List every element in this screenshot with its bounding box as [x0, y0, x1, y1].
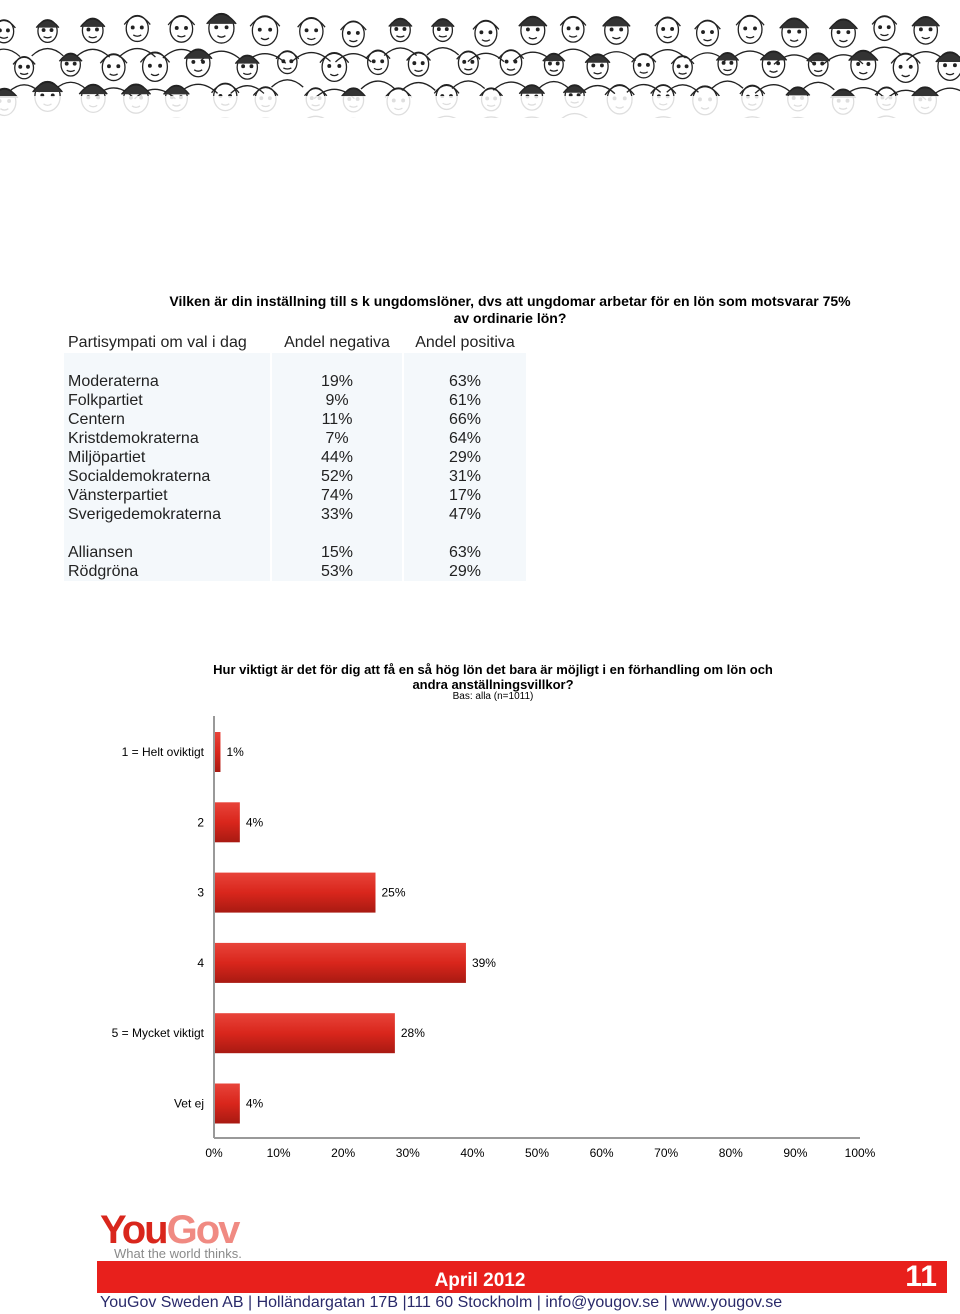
crowd-sketch-stroke [847, 31, 850, 34]
table-row [64, 448, 526, 467]
crowd-sketch-stroke [519, 17, 547, 26]
crowd-sketch-stroke [305, 29, 308, 32]
crowd-sketch-stroke [594, 73, 602, 74]
chart-subtitle: Bas: alla (n=1011) [452, 691, 534, 702]
crowd-sketch-stroke [610, 28, 613, 31]
table-row-cell: 52% [272, 467, 402, 486]
crowd-sketch-stroke [839, 40, 847, 41]
crowd-sketch-stroke [185, 27, 188, 30]
crowd-sketch-stroke [536, 28, 539, 31]
crowd-sketch-stroke [235, 56, 259, 64]
table-row-cell: Centern [64, 410, 270, 429]
crowd-sketch-stroke [514, 60, 517, 63]
x-tick-label: 80% [718, 1146, 743, 1160]
crowd-sketch-stroke [338, 65, 341, 68]
crowd-sketch-stroke [746, 36, 754, 37]
crowd-sketch-stroke [271, 80, 303, 87]
crowd-sketch-stroke [7, 29, 10, 32]
crowd-sketch-stroke [372, 60, 375, 63]
crowd-sketch-stroke [879, 26, 882, 29]
table-row [64, 543, 526, 562]
crowd-sketch-stroke [192, 61, 195, 64]
crowd-sketch-stroke [131, 26, 134, 29]
crowd-sketch-stroke [880, 34, 888, 35]
crowd-sketch-stroke [282, 60, 285, 63]
crowd-sketch-stroke [117, 65, 120, 68]
crowd-sketch-stroke [389, 19, 412, 27]
crowd-sketch-stroke [290, 60, 293, 63]
crowd-sketch-stroke [899, 66, 902, 69]
category-label: 3 [197, 885, 204, 900]
crowd-sketch-stroke [342, 89, 366, 97]
x-tick-label: 10% [266, 1146, 291, 1160]
crowd-sketch-stroke [936, 53, 960, 62]
crowd-sketch-stroke [549, 62, 552, 65]
crowd-sketch-stroke [175, 27, 178, 30]
crowd-sketch-stroke [837, 31, 840, 34]
crowd-sketch-stroke [529, 37, 537, 38]
crowd-sketch-stroke [814, 70, 822, 71]
crowd-sketch-stroke [736, 16, 764, 25]
table-row-cell: 64% [404, 429, 526, 448]
crowd-sketch-stroke [96, 28, 99, 31]
crowd-sketch-stroke [202, 61, 205, 64]
chart-title: Hur viktigt är det för dig att få en så hög lön det bara är möjligt i en förhandling om lön och andra anställningsvillkor? [213, 662, 773, 692]
crowd-sketch-stroke [207, 14, 237, 24]
table-row-cell: Moderaterna [64, 372, 270, 391]
salary-importance-bar-chart [0, 700, 960, 1170]
crowd-sketch-stroke [740, 86, 765, 94]
crowd-sketch-stroke [592, 64, 595, 67]
crowd-sketch-stroke [711, 31, 714, 34]
crowd-sketch-stroke [357, 32, 360, 35]
crowd-sketch-stroke [655, 18, 681, 26]
crowd-sketch-stroke [802, 82, 834, 89]
crowd-sketch-stroke [439, 36, 447, 37]
crowd-sketch-stroke [396, 36, 404, 37]
crowd-sketch-stroke [427, 48, 459, 55]
crowd-sketch-stroke [872, 16, 897, 24]
table-row-cell: Sverigedemokraterna [64, 505, 270, 524]
crowd-sketch-stroke [556, 62, 559, 65]
crowd-sketch-stroke [403, 28, 406, 31]
crowd-sketch-stroke [912, 88, 939, 97]
crowd-sketch-stroke [348, 32, 351, 35]
table-row-cell: 31% [404, 467, 526, 486]
crowd-sketch-stroke [65, 62, 68, 65]
crowd-sketch-stroke [177, 36, 185, 37]
crowd-sketch-stroke [677, 65, 680, 68]
crowd-sketch-stroke [671, 28, 674, 31]
crowd-sketch-stroke [305, 89, 327, 96]
crowd-sketch-stroke [730, 62, 733, 65]
crowd-sketch-stroke [651, 85, 676, 93]
chart-bar [214, 873, 376, 913]
crowd-sketch-stroke [349, 40, 357, 41]
footer-bar [97, 1261, 947, 1293]
table-row-cell: 17% [404, 486, 526, 505]
table-row-cell: 9% [272, 391, 402, 410]
crowd-sketch-stroke [452, 81, 485, 89]
crowd-sketch-stroke [151, 74, 159, 75]
crowd-sketch-stroke [507, 69, 515, 70]
crowd-sketch-stroke [704, 39, 712, 40]
table-row-cell: 15% [272, 543, 402, 562]
crowd-sketch-stroke [550, 70, 558, 71]
crowd-sketch-stroke [722, 62, 725, 65]
table-row-cell: 11% [272, 410, 402, 429]
category-label: 4 [197, 955, 204, 970]
table-question: Vilken är din inställning till s k ungdomslöner, dvs att ungdomar arbetar för en lön som motsvarar 75% av ordinarie lön? [169, 293, 851, 326]
table-row-cell: 63% [404, 543, 526, 562]
table-row-cell: 61% [404, 391, 526, 410]
banner-fade [0, 96, 960, 118]
crowd-sketch-stroke [576, 27, 579, 30]
crowd-sketch-stroke [250, 65, 253, 68]
table-row-cell: Socialdemokraterna [64, 467, 270, 486]
category-label: 5 = Mycket viktigt [111, 1026, 204, 1041]
x-tick-label: 20% [331, 1146, 356, 1160]
crowd-sketch-stroke [445, 28, 448, 31]
crowd-sketch-stroke [374, 68, 382, 69]
crowd-sketch-stroke [19, 65, 22, 68]
crowd-sketch-stroke [790, 40, 798, 41]
x-tick-label: 60% [589, 1146, 614, 1160]
footer-date: April 2012 [434, 1270, 526, 1291]
category-label: 1 = Helt oviktigt [121, 745, 204, 759]
crowd-sketch-stroke [867, 63, 870, 66]
table-row-cell: 63% [404, 372, 526, 391]
crowd-sketch-stroke [121, 85, 150, 94]
crowd-sketch-stroke [27, 65, 30, 68]
page-number: 11 [905, 1260, 937, 1293]
crowd-sketch-stroke [527, 28, 530, 31]
crowd-sketch-stroke [929, 28, 932, 31]
crowd-sketch-stroke [73, 62, 76, 65]
crowd-sketch-stroke [857, 63, 860, 66]
crowd-sketch-stroke [716, 53, 738, 60]
data-label: 25% [381, 885, 406, 900]
crowd-sketch-stroke [50, 29, 53, 32]
crowd-sketch-stroke [912, 17, 939, 26]
table-row-cell: Rödgröna [64, 562, 270, 581]
crowd-sketch-stroke [662, 28, 665, 31]
crowd-sketch-stroke [671, 57, 694, 64]
data-label: 4% [245, 815, 264, 830]
crowd-sketch-stroke [754, 27, 757, 30]
crowd-sketch-stroke [217, 36, 225, 37]
crowd-sketch-stroke [647, 64, 650, 67]
crowd-sketch-stroke [691, 87, 720, 96]
crowd-sketch-stroke [712, 81, 743, 88]
crowd-sketch-stroke [89, 37, 97, 38]
x-tick-label: 90% [783, 1146, 808, 1160]
crowd-sketch-stroke [601, 64, 604, 67]
crowd-sketch-stroke [328, 65, 331, 68]
crowd-sketch-stroke [471, 61, 474, 64]
crowd-sketch-stroke [159, 64, 162, 67]
crowd-sketch-stroke [620, 28, 623, 31]
crowd-sketch-stroke [330, 74, 338, 75]
crowd-sketch-stroke [67, 70, 75, 71]
crowd-sketch-stroke [489, 31, 492, 34]
crowd-sketch-stroke [110, 74, 118, 75]
table-row-cell: 19% [272, 372, 402, 391]
crowd-sketch-stroke [695, 21, 721, 29]
crowd-sketch-stroke [702, 31, 705, 34]
x-tick-label: 0% [205, 1146, 223, 1160]
crowd-sketch-stroke [395, 28, 398, 31]
crowd-sketch-stroke [36, 20, 59, 27]
crowd-sketch-stroke [807, 54, 830, 61]
crowd-sketch-stroke [20, 73, 28, 74]
data-label: 4% [245, 1096, 264, 1111]
crowd-sketch-stroke [480, 89, 503, 96]
data-label: 28% [400, 1026, 425, 1041]
x-tick-label: 70% [654, 1146, 679, 1160]
crowd-illustration-banner [0, 0, 960, 118]
crowd-sketch-stroke [457, 52, 480, 60]
crowd-sketch-stroke [821, 62, 824, 65]
crowd-sketch-stroke [250, 17, 280, 27]
table-row-cell: Vänsterpartiet [64, 486, 270, 505]
crowd-sketch-stroke [605, 85, 634, 94]
crowd-sketch-stroke [786, 88, 810, 96]
category-label: Vet ej [173, 1096, 204, 1111]
crowd-sketch-stroke [760, 52, 786, 61]
crowd-sketch-stroke [76, 49, 110, 57]
data-label: 39% [471, 955, 496, 970]
spacer-cell [272, 353, 402, 372]
crowd-sketch-stroke [723, 69, 731, 70]
crowd-sketch-stroke [464, 69, 472, 70]
crowd-sketch-stroke [307, 38, 315, 39]
chart-bar [214, 1013, 395, 1053]
spacer-cell [64, 353, 270, 372]
crowd-sketch-stroke [243, 73, 251, 74]
crowd-sketch-stroke [859, 72, 867, 73]
table-row [64, 391, 526, 410]
crowd-sketch-stroke [612, 37, 620, 38]
table-row-cell: 33% [272, 505, 402, 524]
table-spacer-row [64, 524, 526, 543]
crowd-sketch-stroke [124, 16, 150, 24]
crowd-sketch-stroke [361, 81, 395, 89]
crowd-sketch-stroke [770, 71, 778, 72]
table-row [64, 410, 526, 429]
crowd-sketch-stroke [258, 28, 261, 31]
table-row [64, 505, 526, 524]
crowd-sketch-stroke [946, 73, 954, 74]
crowd-sketch-stroke [685, 65, 688, 68]
crowd-sketch-stroke [0, 37, 8, 38]
table-row-cell: 29% [404, 562, 526, 581]
crowd-sketch-stroke [298, 18, 325, 27]
crowd-sketch-stroke [482, 40, 490, 41]
crowd-sketch-stroke [407, 53, 431, 61]
table-header-row [64, 332, 526, 353]
crowd-sketch-stroke [920, 28, 923, 31]
table-header-row-cell: Andel positiva [415, 334, 515, 351]
chart-bar [214, 1084, 240, 1124]
crowd-sketch-stroke [944, 64, 947, 67]
table-row-cell: 47% [404, 505, 526, 524]
crowd-sketch-stroke [269, 28, 272, 31]
crowd-sketch-stroke [320, 53, 349, 62]
crowd-sketch-stroke [664, 36, 672, 37]
crowd-sketch-stroke [829, 20, 857, 29]
crowd-sketch-stroke [415, 70, 423, 71]
crowd-sketch-stroke [32, 49, 64, 56]
crowd-sketch-stroke [215, 26, 218, 29]
crowd-sketch-stroke [140, 53, 169, 62]
crowd-sketch-stroke [473, 21, 499, 29]
crowd-sketch-stroke [744, 27, 747, 30]
crowd-sketch-stroke [438, 28, 441, 31]
table-row-cell: 66% [404, 410, 526, 429]
table-row-cell: Alliansen [64, 543, 270, 562]
crowd-sketch-stroke [538, 82, 569, 89]
crowd-sketch-stroke [909, 66, 912, 69]
crowd-sketch-stroke [381, 60, 384, 63]
crowd-sketch-stroke [44, 37, 52, 38]
crowd-sketch-stroke [42, 29, 45, 32]
crowd-sketch-stroke [242, 65, 245, 68]
x-tick-label: 50% [524, 1146, 550, 1160]
crowd-sketch-stroke [505, 60, 508, 63]
crowd-sketch-stroke [13, 57, 35, 64]
crowd-sketch-stroke [569, 36, 577, 37]
crowd-sketch-stroke [887, 26, 890, 29]
crowd-sketch-stroke [780, 19, 809, 28]
table-row-cell: Miljöpartiet [64, 448, 270, 467]
crowd-sketch-stroke [341, 22, 367, 30]
table-row [64, 429, 526, 448]
table-row [64, 486, 526, 505]
spacer-cell [272, 524, 402, 543]
table-spacer-row [64, 353, 526, 372]
chart-bar [214, 943, 466, 983]
table-row-cell: 74% [272, 486, 402, 505]
crowd-sketch-stroke [225, 26, 228, 29]
table-row-cell: 53% [272, 562, 402, 581]
crowd-sketch-stroke [638, 64, 641, 67]
crowd-sketch-stroke [543, 54, 565, 61]
crowd-sketch-stroke [922, 37, 930, 38]
crowd-sketch-stroke [640, 72, 648, 73]
table-header-row-cell: Andel negativa [284, 334, 390, 351]
x-tick-label: 100% [844, 1146, 876, 1160]
crowd-sketch-stroke [0, 49, 20, 56]
yougov-logo [100, 1208, 300, 1263]
crowd-sketch-stroke [768, 62, 771, 65]
crowd-sketch-stroke [261, 38, 269, 39]
crowd-sketch-stroke [283, 68, 291, 69]
crowd-sketch-stroke [133, 35, 141, 36]
crowd-sketch-stroke [603, 17, 630, 26]
table-row-cell: Kristdemokraterna [64, 429, 270, 448]
crowd-sketch-stroke [421, 62, 424, 65]
data-label: 1% [226, 745, 244, 759]
logo-wordmark: YouGov [100, 1208, 239, 1252]
crowd-sketch-stroke [560, 17, 586, 25]
crowd-sketch-stroke [149, 64, 152, 67]
crowd-sketch-stroke [567, 27, 570, 30]
crowd-sketch-stroke [141, 26, 144, 29]
crowd-sketch-stroke [366, 51, 390, 59]
spacer-cell [404, 524, 526, 543]
logo-tagline: What the world thinks. [114, 1246, 242, 1261]
crowd-sketch-stroke [902, 75, 910, 76]
crowd-sketch-stroke [402, 83, 435, 91]
crowd-sketch-stroke [0, 29, 1, 32]
crowd-sketch-stroke [679, 73, 687, 74]
crowd-sketch-stroke [413, 62, 416, 65]
crowd-sketch-stroke [315, 29, 318, 32]
table-header-row-cell: Partisympati om val i dag [68, 334, 247, 351]
crowd-sketch-stroke [849, 51, 878, 61]
crowd-sketch-stroke [108, 65, 111, 68]
crowd-illustration [0, 0, 960, 118]
crowd-sketch-stroke [498, 51, 523, 59]
crowd-sketch-stroke [798, 30, 801, 33]
crowd-sketch-stroke [777, 62, 780, 65]
crowd-sketch-stroke [33, 82, 63, 92]
party-sympathy-table [62, 332, 528, 581]
table-row [64, 372, 526, 391]
footer-address: YouGov Sweden AB | Holländargatan 17B |111 60 Stockholm | info@yougov.se | www.yougov.se [100, 1294, 783, 1311]
table-row-cell: 29% [404, 448, 526, 467]
crowd-sketch-stroke [813, 62, 816, 65]
table-row [64, 467, 526, 486]
crowd-sketch-stroke [194, 70, 202, 71]
table-row [64, 562, 526, 581]
crowd-sketch-stroke [891, 54, 920, 63]
category-label: 2 [197, 815, 204, 830]
table-row-cell: 44% [272, 448, 402, 467]
crowd-sketch-stroke [100, 55, 127, 64]
crowd-sketch-stroke [431, 19, 454, 26]
crowd-sketch-stroke [168, 16, 194, 25]
crowd-sketch-stroke [788, 30, 791, 33]
crowd-sketch-stroke [954, 64, 957, 67]
crowd-sketch-stroke [164, 86, 190, 94]
x-tick-label: 30% [395, 1146, 420, 1160]
spacer-cell [64, 524, 270, 543]
x-tick-label: 40% [460, 1146, 485, 1160]
chart-bar [214, 802, 240, 842]
spacer-cell [404, 353, 526, 372]
crowd-sketch-stroke [480, 31, 483, 34]
crowd-sketch-stroke [463, 61, 466, 64]
crowd-sketch-stroke [87, 28, 90, 31]
crowd-sketch-stroke [81, 19, 105, 27]
table-row-cell: 7% [272, 429, 402, 448]
table-row-cell: Folkpartiet [64, 391, 270, 410]
